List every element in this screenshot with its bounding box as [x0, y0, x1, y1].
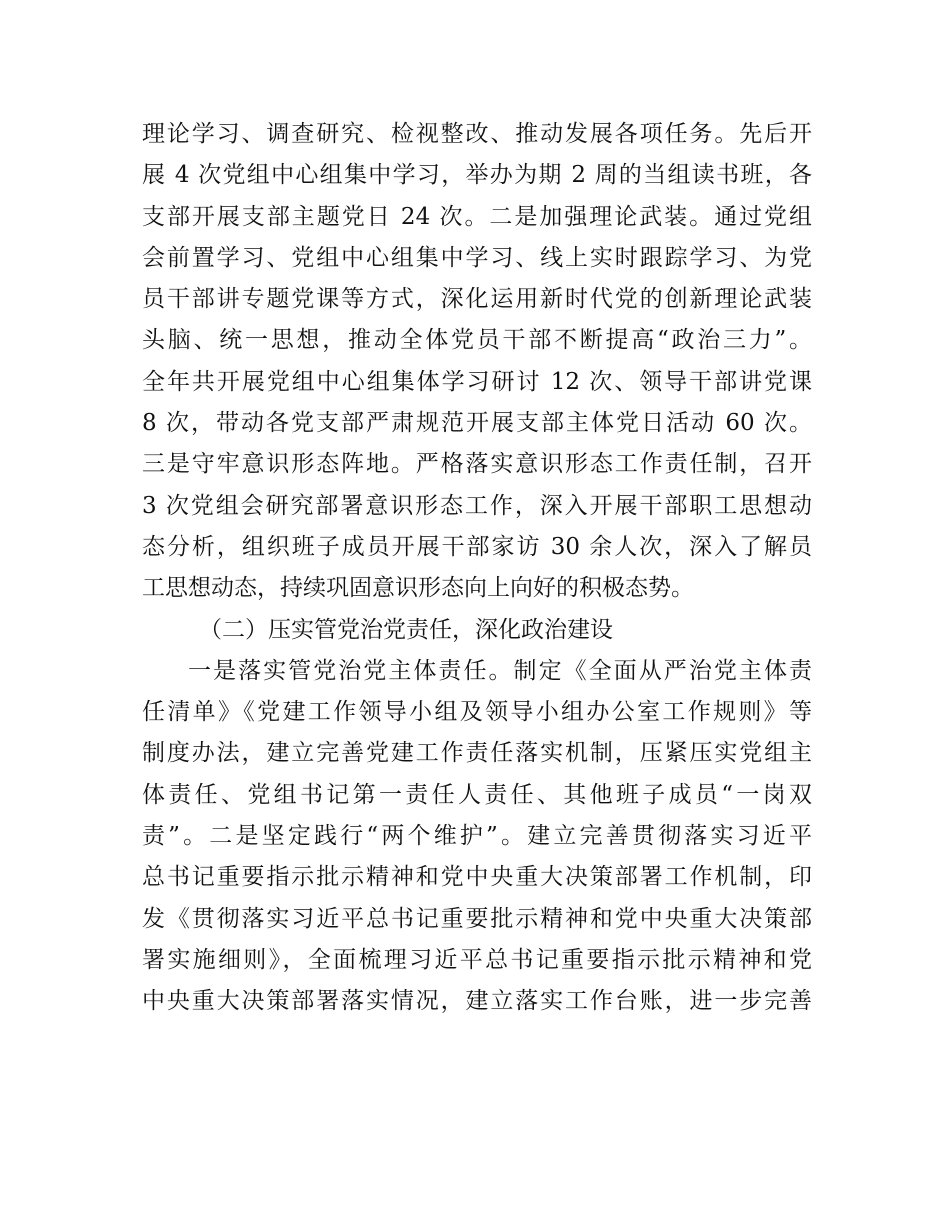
text-line: 全年共开展党组中心组集体学习研讨 12 次、领导干部讲党课: [142, 368, 812, 395]
text-line: 会前置学习、党组中心组集中学习、线上实时跟踪学习、为党: [142, 244, 812, 271]
text-line: 发《贯彻落实习近平总书记重要批示精神和党中央重大决策部: [142, 905, 812, 932]
text-line: 员干部讲专题党课等方式，深化运用新时代党的创新理论武装: [142, 286, 812, 313]
text-line: 任清单》《党建工作领导小组及领导小组办公室工作规则》等: [142, 699, 812, 726]
text-line: 三是守牢意识形态阵地。严格落实意识形态工作责任制，召开: [142, 451, 812, 478]
text-line: 3 次党组会研究部署意识形态工作，深入开展干部职工思想动: [142, 492, 812, 519]
text-line: 总书记重要指示批示精神和党中央重大决策部署工作机制，印: [142, 864, 812, 891]
text-line: 署实施细则》，全面梳理习近平总书记重要指示批示精神和党: [142, 946, 812, 973]
section-heading: （二）压实管党治党责任，深化政治建设: [199, 616, 613, 643]
text-line: 中央重大决策部署落实情况，建立落实工作台账，进一步完善: [142, 988, 812, 1015]
text-line: 理论学习、调查研究、检视整改、推动发展各项任务。先后开: [142, 121, 812, 147]
text-line: 展 4 次党组中心组集中学习，举办为期 2 周的当组读书班，各: [142, 162, 812, 189]
document-body: [142, 114, 812, 1023]
text-line: 态分析，组织班子成员开展干部家访 30 余人次，深入了解员: [142, 533, 812, 560]
text-line: 制度办法，建立完善党建工作责任落实机制，压紧压实党组主: [142, 740, 812, 767]
text-line: 支部开展支部主题党日 24 次。二是加强理论武装。通过党组: [142, 203, 812, 230]
text-line: 责”。二是坚定践行“两个维护”。建立完善贯彻落实习近平: [142, 823, 812, 850]
text-line: 工思想动态，持续巩固意识形态向上向好的积极态势。: [142, 575, 694, 602]
text-line: 8 次，带动各党支部严肃规范开展支部主体党日活动 60 次。: [142, 410, 812, 437]
text-line: 体责任、党组书记第一责任人责任、其他班子成员“一岗双: [142, 781, 812, 808]
paragraph-first-line: 一是落实管党治党主体责任。制定《全面从严治党主体责: [188, 657, 812, 684]
text-line: 头脑、统一思想，推动全体党员干部不断提高“政治三力”。: [142, 327, 812, 354]
